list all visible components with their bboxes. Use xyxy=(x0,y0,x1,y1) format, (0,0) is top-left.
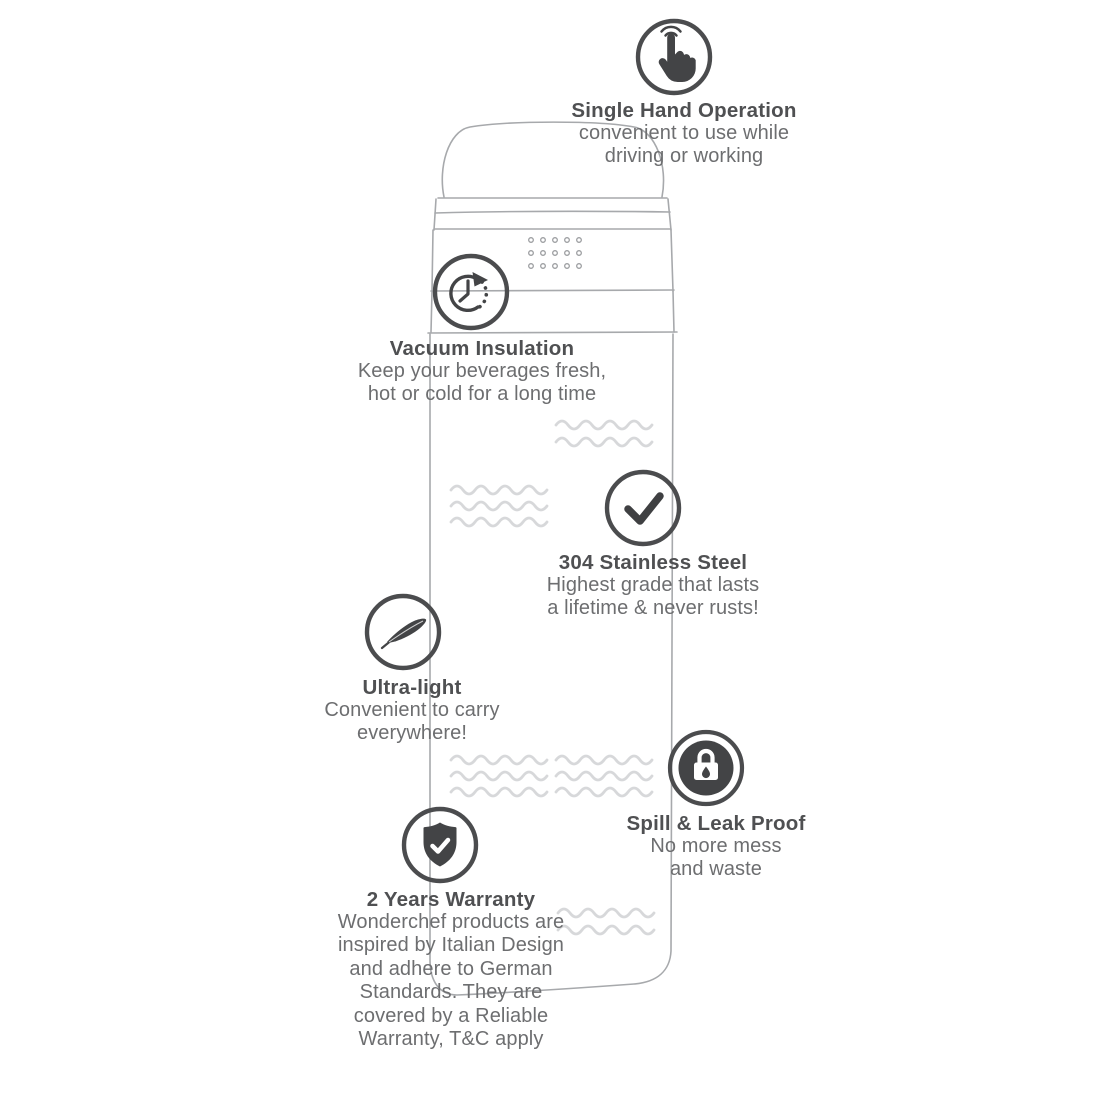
shield-check-icon xyxy=(400,805,480,885)
feather-icon xyxy=(363,592,443,672)
feature-single-hand-operation xyxy=(514,99,854,169)
feature-spill-leak-proof xyxy=(546,812,886,882)
feature-line: Convenient to carry xyxy=(324,699,500,721)
feature-line: and waste xyxy=(669,858,763,881)
feature-title: 304 Stainless Steel xyxy=(558,551,748,574)
feature-line: everywhere! xyxy=(356,722,468,745)
feature-title: Vacuum Insulation xyxy=(389,337,575,360)
feature-line: Wonderchef products are xyxy=(337,911,565,933)
feature-line: convenient to use while xyxy=(578,122,790,144)
feature-title: 2 Years Warranty xyxy=(366,888,536,911)
feature-line: Warranty, T&C apply xyxy=(358,1028,544,1051)
vent-dots xyxy=(529,238,582,269)
feature-line: Standards. They are xyxy=(359,981,543,1004)
feature-2-years-warranty xyxy=(281,888,621,1051)
feature-304-stainless-steel xyxy=(483,551,823,621)
history-clock-icon xyxy=(431,252,511,332)
feature-title: Spill & Leak Proof xyxy=(626,812,806,835)
feature-line: driving or working xyxy=(604,145,764,168)
tap-hand-icon xyxy=(634,17,714,97)
feature-line: No more mess xyxy=(650,835,782,857)
feature-line: a lifetime & never rusts! xyxy=(547,597,759,620)
feature-title: Ultra-light xyxy=(362,676,462,699)
feature-line: covered by a Reliable xyxy=(353,1004,549,1027)
feature-line: inspired by Italian Design xyxy=(337,934,565,957)
feature-line: Highest grade that lasts xyxy=(546,574,760,596)
feature-title: Single Hand Operation xyxy=(571,99,797,122)
feature-ultra-light xyxy=(242,676,582,746)
padlock-icon xyxy=(666,728,746,808)
feature-line: Keep your beverages fresh, xyxy=(357,360,607,382)
feature-vacuum-insulation xyxy=(312,337,652,407)
feature-line: hot or cold for a long time xyxy=(367,383,597,406)
feature-line: and adhere to German xyxy=(349,957,553,980)
checkmark-icon xyxy=(603,468,683,548)
